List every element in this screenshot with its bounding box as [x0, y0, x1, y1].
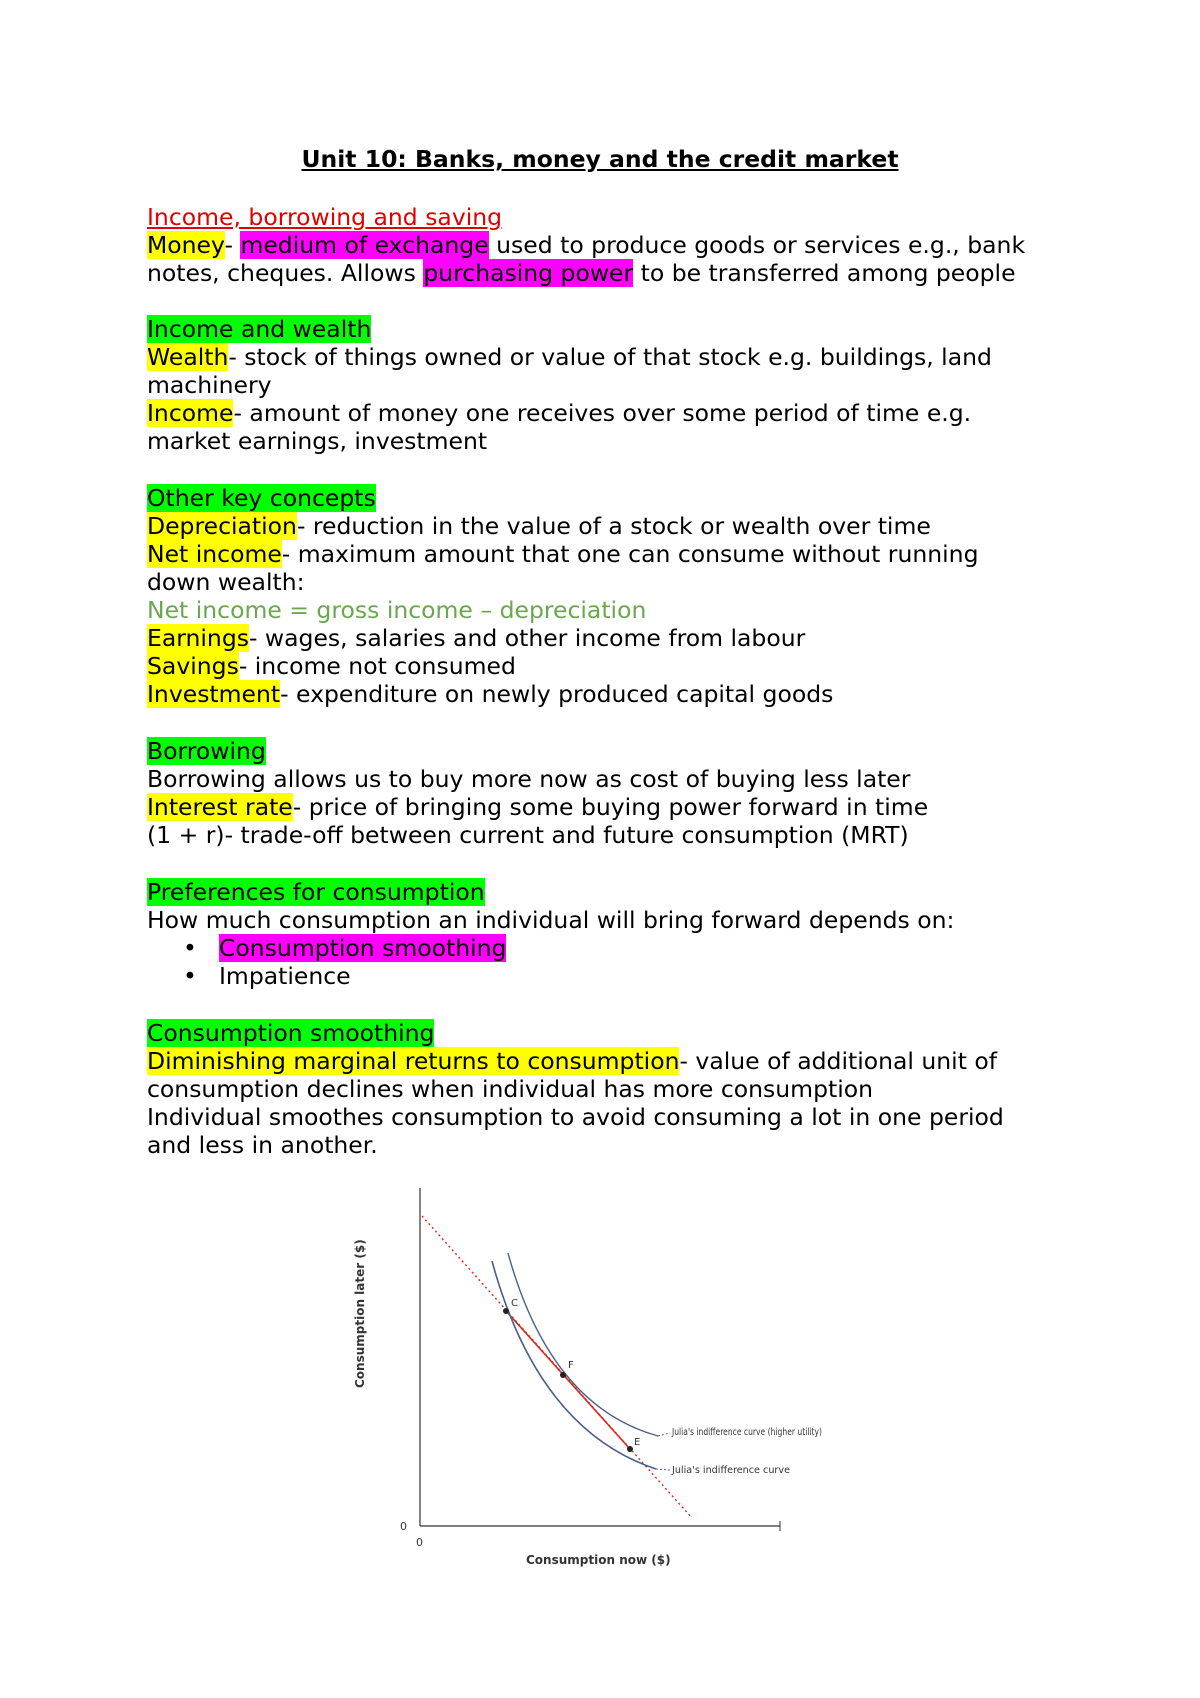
bullet-item-consumption-smoothing: Consumption smoothing: [219, 934, 507, 962]
section-heading-income-wealth: Income and wealth: [147, 315, 372, 343]
legend-label-higher: Julia's indifference curve (higher utility): [671, 1427, 822, 1438]
dmr-definition-line2: consumption declines when individual has more consumption: [147, 1075, 873, 1103]
wealth-definition-line2: machinery: [147, 371, 272, 399]
indifference-curve-lower: [492, 1261, 656, 1469]
x-axis-label: Consumption now ($): [526, 1553, 671, 1567]
y-axis-label: Consumption later ($): [353, 1239, 367, 1388]
smoothing-line4: and less in another.: [147, 1131, 378, 1159]
term-wealth: Wealth: [147, 343, 229, 371]
legend-leader-higher: [658, 1433, 670, 1436]
earnings-definition: Earnings- wages, salaries and other income from labour: [147, 624, 806, 652]
y-origin-label: 0: [400, 1520, 407, 1533]
net-income-definition-line2: down wealth:: [147, 568, 305, 596]
section-heading-income-borrowing-saving: Income, borrowing and saving: [147, 203, 503, 231]
depreciation-definition: Depreciation- reduction in the value of a stock or wealth over time: [147, 512, 931, 540]
mrt-line: (1 + r)- trade-off between current and future consumption (MRT): [147, 821, 909, 849]
point-label-e: E: [634, 1437, 641, 1448]
term-earnings: Earnings: [147, 624, 249, 652]
income-definition-line2: market earnings, investment: [147, 427, 488, 455]
legend-label-lower: Julia's indifference curve: [670, 1465, 791, 1476]
point-f: [560, 1372, 566, 1378]
term-net-income: Net income: [147, 540, 282, 568]
section-heading-preferences: Preferences for consumption: [147, 878, 485, 906]
section-heading-other-key-concepts: Other key concepts: [147, 484, 376, 512]
bullet-glyph: •: [183, 934, 197, 962]
smoothing-line3: Individual smoothes consumption to avoid consuming a lot in one period: [147, 1103, 1004, 1131]
income-definition-line1: Income- amount of money one receives over some period of time e.g.: [147, 399, 972, 427]
x-origin-label: 0: [416, 1536, 423, 1549]
term-investment: Investment: [147, 680, 281, 708]
term-depreciation: Depreciation: [147, 512, 297, 540]
section-heading-borrowing: Borrowing: [147, 737, 266, 765]
bullet-item-impatience: Impatience: [219, 962, 351, 990]
highlight-medium-of-exchange: medium of exchange: [240, 231, 489, 259]
wealth-definition-line1: Wealth- stock of things owned or value of that stock e.g. buildings, land: [147, 343, 992, 371]
money-definition-line1: Money- medium of exchange used to produce goods or services e.g., bank: [147, 231, 1026, 259]
budget-segment-c-e: [506, 1311, 630, 1449]
savings-definition: Savings- income not consumed: [147, 652, 516, 680]
indifference-curve-chart: [330, 1168, 830, 1588]
term-money: Money: [147, 231, 225, 259]
point-e: [627, 1446, 633, 1452]
indifference-curve-higher: [508, 1253, 658, 1436]
net-income-definition-line1: Net income- maximum amount that one can consume without running: [147, 540, 979, 568]
bullet-glyph: •: [183, 962, 197, 990]
section-heading-consumption-smoothing: Consumption smoothing: [147, 1019, 435, 1047]
net-income-formula: Net income = gross income – depreciation: [147, 596, 647, 624]
point-c: [503, 1308, 509, 1314]
investment-definition: Investment- expenditure on newly produced capital goods: [147, 680, 834, 708]
term-diminishing-marginal-returns: Diminishing marginal returns to consumption: [147, 1047, 680, 1075]
borrowing-line1: Borrowing allows us to buy more now as cost of buying less later: [147, 765, 911, 793]
term-interest-rate: Interest rate: [147, 793, 293, 821]
legend-leader-lower: [656, 1469, 670, 1470]
dmr-definition-line1: Diminishing marginal returns to consumption- value of additional unit of: [147, 1047, 998, 1075]
point-label-f: F: [568, 1360, 574, 1371]
preferences-intro: How much consumption an individual will bring forward depends on:: [147, 906, 955, 934]
term-income: Income: [147, 399, 234, 427]
interest-rate-definition: Interest rate- price of bringing some buying power forward in time: [147, 793, 929, 821]
money-definition-line2: notes, cheques. Allows purchasing power to be transferred among people: [147, 259, 1016, 287]
point-label-c: C: [511, 1298, 518, 1309]
term-savings: Savings: [147, 652, 239, 680]
chart-svg: [330, 1168, 830, 1588]
highlight-purchasing-power: purchasing power: [423, 259, 634, 287]
page-title: Unit 10: Banks, money and the credit market: [301, 145, 899, 173]
